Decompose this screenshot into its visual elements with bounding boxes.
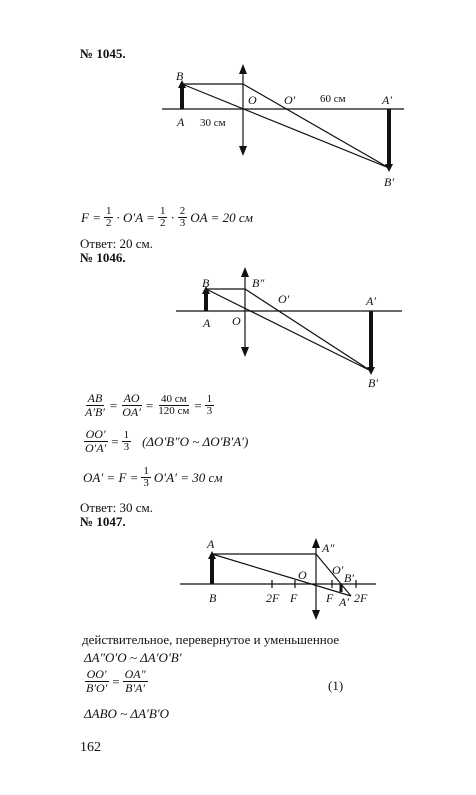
frac-1-2-a: $\frac{1}{2}$ bbox=[105, 205, 112, 229]
label-Bdoubleprime: B″ bbox=[252, 276, 265, 290]
label-60cm: 60 см bbox=[320, 93, 346, 105]
equals: = bbox=[112, 673, 120, 689]
label-B: B bbox=[176, 69, 184, 83]
eq3-rhs: O′A′ = 30 см bbox=[153, 469, 223, 485]
diagram-1047 bbox=[0, 532, 476, 622]
label-Bprime: B′ bbox=[384, 175, 394, 189]
lens-arrow-top bbox=[239, 64, 247, 74]
frac-1-3: $\frac{1}{3}$ bbox=[206, 393, 213, 417]
equals: = bbox=[109, 397, 118, 413]
frac-OOp-OpAp: $\frac{OO'}{O'A'}$ bbox=[85, 427, 107, 455]
lens-arrow-bottom bbox=[241, 347, 249, 357]
label-Aprime: A′ bbox=[382, 93, 392, 107]
ray-refracted bbox=[245, 289, 371, 371]
label-2F-right: 2F bbox=[354, 591, 368, 605]
label-Adoubleprime: A″ bbox=[322, 541, 335, 555]
frac-AO-OAp: $\frac{AO}{OA'}$ bbox=[122, 391, 141, 419]
diagram-1046 bbox=[0, 265, 476, 395]
lens-arrow-bottom bbox=[312, 610, 320, 620]
similarity-1: ΔA″O′O ~ ΔA′O′B′ bbox=[84, 650, 182, 665]
label-Aprime: A′ bbox=[339, 595, 349, 609]
lens-arrow-top bbox=[312, 538, 320, 548]
image-arrowhead bbox=[367, 367, 375, 375]
frac-OApp-BpAp: $\frac{OA''}{B'A'}$ bbox=[124, 667, 146, 695]
label-2F-left: 2F bbox=[266, 591, 280, 605]
label-Bprime: B′ bbox=[368, 376, 378, 390]
problem-1045-heading: № 1045. bbox=[80, 46, 126, 61]
equals: = bbox=[111, 433, 119, 449]
answer-1045: Ответ: 20 см. bbox=[80, 236, 153, 251]
ray-refracted bbox=[243, 84, 389, 168]
frac-1-3: $\frac{1}{3}$ bbox=[123, 429, 130, 453]
label-30cm: 30 см bbox=[200, 117, 226, 129]
image-description: действительное, перевернутое и уменьшенное bbox=[82, 632, 340, 647]
frac-1-3: $\frac{1}{3}$ bbox=[143, 465, 149, 489]
problem-1047-heading: № 1047. bbox=[80, 514, 126, 529]
ray-center bbox=[212, 554, 351, 596]
frac-40-120: $\frac{40 см}{120 см}$ bbox=[158, 393, 190, 417]
equation-1047 bbox=[84, 668, 148, 695]
label-B: B bbox=[209, 591, 217, 605]
frac-2-3: $\frac{2}{3}$ bbox=[179, 205, 186, 229]
label-B: B bbox=[202, 276, 210, 290]
label-Oprime: O′ bbox=[278, 292, 290, 306]
label-O: O bbox=[248, 93, 257, 107]
page-number: 162 bbox=[80, 740, 101, 755]
lens-arrow-bottom bbox=[239, 146, 247, 156]
label-A: A bbox=[207, 537, 215, 551]
label-Oprime: O′ bbox=[284, 93, 296, 107]
lens-arrow-top bbox=[241, 267, 249, 277]
equals: = bbox=[145, 397, 154, 413]
equation-1046-2 bbox=[83, 428, 248, 455]
formula-tail: OA = 20 см bbox=[190, 209, 253, 225]
label-O: O bbox=[298, 568, 307, 582]
label-F-right: F bbox=[326, 591, 334, 605]
label-Aprime: A′ bbox=[366, 294, 376, 308]
formula-F: F = bbox=[81, 209, 101, 225]
eq3-lhs: OA′ = F = bbox=[83, 469, 139, 485]
formula-dot: · bbox=[170, 209, 175, 225]
diagram-1045 bbox=[0, 60, 476, 200]
label-O: O bbox=[232, 314, 241, 328]
formula-mid: · O′A = bbox=[116, 209, 155, 225]
frac-OOp-BpOp: $\frac{OO'}{B'O'}$ bbox=[86, 667, 108, 695]
problem-1046-heading: № 1046. bbox=[80, 250, 126, 265]
equals: = bbox=[194, 397, 202, 413]
image-arrowhead bbox=[385, 164, 393, 172]
answer-1046: Ответ: 30 см. bbox=[80, 500, 153, 515]
equation-1046-1 bbox=[83, 392, 214, 419]
label-A: A bbox=[203, 316, 211, 330]
label-F-left: F bbox=[290, 591, 298, 605]
label-Bprime: B′ bbox=[344, 571, 354, 585]
frac-AB-ApBp: $\frac{AB}{A'B'}$ bbox=[85, 391, 105, 419]
label-Oprime: O′ bbox=[332, 563, 344, 577]
equation-1046-3 bbox=[83, 466, 223, 489]
frac-1-2-b: $\frac{1}{2}$ bbox=[159, 205, 166, 229]
label-A: A bbox=[177, 115, 185, 129]
similarity-2: ΔABO ~ ΔA′B′O bbox=[84, 706, 170, 721]
equation-number: (1) bbox=[328, 678, 344, 693]
formula-1045 bbox=[81, 206, 253, 229]
similarity-note: (ΔO′B″O ~ ΔO′B′A′) bbox=[142, 433, 249, 449]
